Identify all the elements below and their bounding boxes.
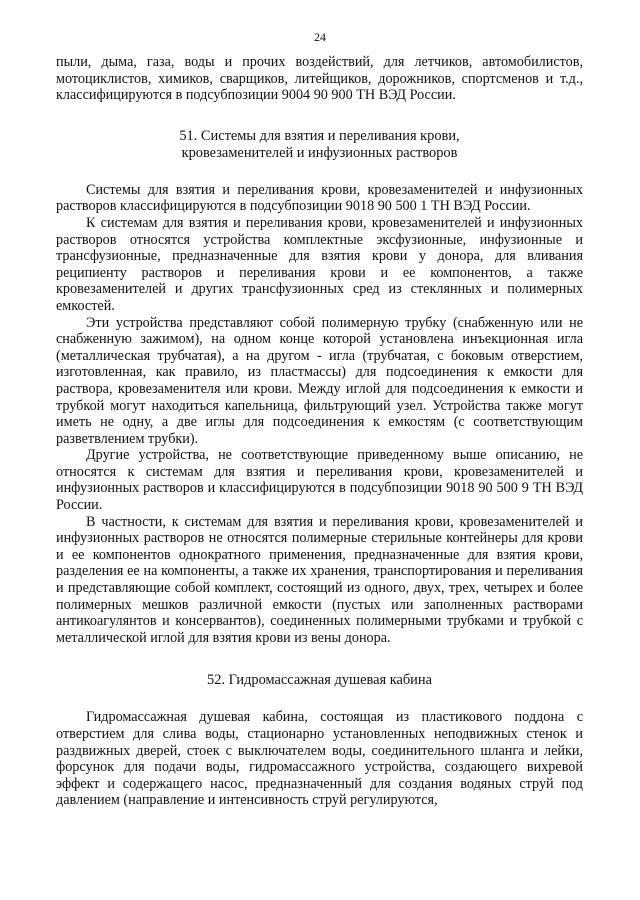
section-51-paragraph-4: Другие устройства, не соответствующие приведенному выше описанию, не относятся к системам для взятия и переливания крови, кровезаменителей и инфузионных растворов и классифицируются в подсубпозиции 9018 90 500 9 ТН ВЭД России. [56,447,583,514]
section-51-paragraph-5: В частности, к системам для взятия и переливания крови, кровезаменителей и инфузионных растворов не относятся полимерные стерильные контейнеры для крови и ее компонентов однократного применения, предназначенные для взятия крови, разделения ее на компоненты, а также их хранения, транспортирования и переливания и представляющие собой комплект, состоящий из одного, двух, трех, четырех и более полимерных мешков различной емкости (пустых или заполненных растворами антикоагулянтов и консервантов), соединенных полимерными трубками и трубкой с металлической иглой для взятия крови из вены донора. [56,513,583,646]
section-51-paragraph-3: Эти устройства представляют собой полимерную трубку (снабженную или не снабженную зажимом), на одном конце которой установлена инъекционная игла (металлическая трубчатая), а на другом - игла (трубчатая, с боковым отверстием, изготовленная, как правило, из пластмассы) для подсоединения к емкости для раствора, кровезаменителя или крови. Между иглой для подсоединения к емкости и трубкой могут находиться капельница, фильтрующий узел. Устройства также могут иметь не одну, а две иглы для подсоединения к емкостям (с соответствующим разветвлением трубки). [56,314,583,447]
document-body [56,54,583,809]
section-51-heading-line2: кровезаменителей и инфузионных растворов [181,144,458,161]
section-51-paragraph-1: Системы для взятия и переливания крови, кровезаменителей и инфузионных растворов классифицируются в подсубпозиции 9018 90 500 1 ТН ВЭД России. [56,181,583,215]
section-52-heading: 52. Гидромассажная душевая кабина [207,672,432,689]
section-51-heading-line1: 51. Системы для взятия и переливания крови, [179,127,460,144]
page-number: 24 [314,30,326,44]
intro-paragraph: пыли, дыма, газа, воды и прочих воздействий, для летчиков, автомобилистов, мотоциклистов, химиков, сварщиков, литейщиков, дорожников, спортсменов и т.д., классифицируются в подсубпозиции 9004 90 900 ТН ВЭД России. [56,54,583,104]
section-51-heading [56,128,583,162]
section-52-paragraph-1: Гидромассажная душевая кабина, состоящая из пластикового поддона с отверстием для слива воды, стационарно установленных неподвижных стенок и раздвижных дверей, стоек с выключателем воды, соединительного шланга и лейки, форсунок для подачи воды, гидромассажного устройства, создающего вихревой эффект и содержащего насос, предназначенный для создания водяных струй под давлением (направление и интенсивность струй регулируются, [56,709,583,809]
section-51-paragraph-2: К системам для взятия и переливания крови, кровезаменителей и инфузионных растворов относятся устройства комплектные эксфузионные, инфузионные и трансфузионные, предназначенные для взятия крови у донора, для вливания реципиенту растворов и переливания крови и ее компонентов, а также кровезаменителей и других трансфузионных сред из стеклянных и полимерных емкостей. [56,214,583,314]
